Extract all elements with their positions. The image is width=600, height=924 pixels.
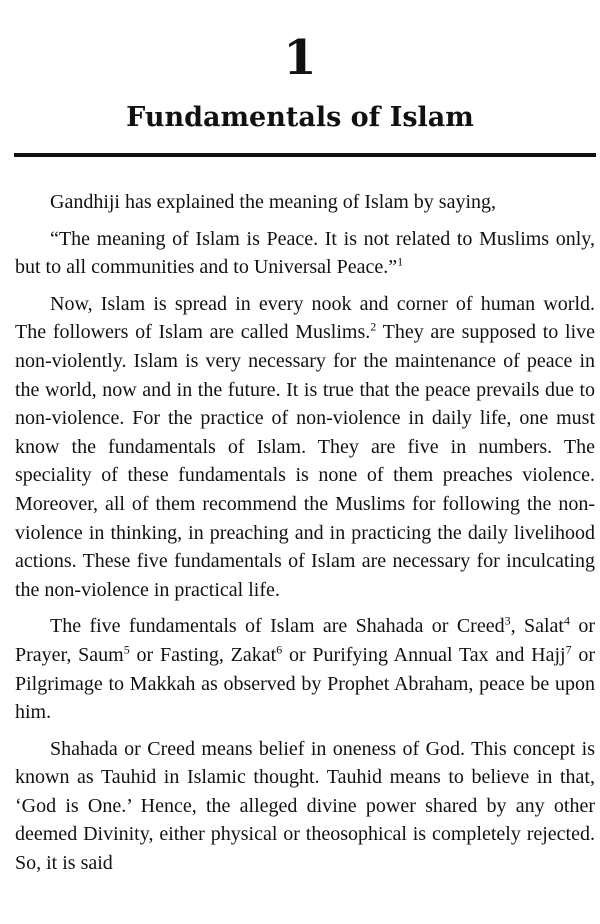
chapter-title: Fundamentals of Islam (126, 102, 474, 133)
paragraph-text: They are supposed to live non-violently. Islam is very necessary for the maintenance of peace in the world, now and in the future. It is true that the peace prevails due to non-violence. For the practice of non-violence in daily life, one must know the fundamentals of Islam. They are five in numbers. The speciality of these fundamentals is none of them preaches violence. Moreover, all of them recommend the Muslims for following the non-violence in thinking, in preaching and in practicing the daily livelihood actions. These five fundamentals of Islam are necessary for inculcating the non-violence in practical life. (15, 321, 596, 601)
paragraph-text: Now, Islam is spread in every nook and corner of human world. The followers of Islam are called Muslims. (15, 292, 595, 344)
footnote-marker: 3 (504, 613, 511, 628)
paragraph-text: or Pilgrimage to Makkah as observed by Prophet Abraham, peace be upon him. (15, 643, 596, 724)
footnote-marker: 7 (565, 642, 572, 657)
footnote-marker: 2 (370, 319, 377, 334)
paragraph-text: Gandhiji has explained the meaning of Islam by saying, (50, 191, 497, 213)
paragraph-text: or Purifying Annual Tax and Hajj (282, 643, 566, 666)
paragraph-text: “The meaning of Islam is Peace. It is not related to Muslims only, but to all communities and to Universal Peace.” (15, 227, 595, 279)
paragraph (15, 290, 595, 605)
title-divider (14, 153, 596, 157)
paragraph-text: , Salat (510, 615, 564, 638)
paragraph (15, 612, 595, 726)
footnote-marker: 6 (276, 642, 283, 657)
chapter-number: 1 (283, 30, 317, 86)
paragraph (15, 225, 595, 282)
paragraph (15, 188, 595, 217)
footnote-marker: 1 (397, 254, 404, 269)
body-text (15, 188, 595, 886)
footnote-marker: 5 (123, 642, 130, 657)
paragraph-text: Shahada or Creed means belief in oneness of God. This concept is known as Tauhid in Islamic thought. Tauhid means to believe in that, ‘God is One.’ Hence, the alleged divine power shared by any other deemed Divinity, either physical or theosophical is completely rejected. So, it is said (15, 737, 595, 875)
paragraph-text: or Prayer, Saum (15, 615, 596, 666)
paragraph-text: The five fundamentals of Islam are Shahada or Creed (50, 615, 505, 638)
footnote-marker: 4 (563, 613, 570, 628)
paragraph (15, 735, 595, 878)
paragraph-text: or Fasting, Zakat (129, 643, 277, 666)
